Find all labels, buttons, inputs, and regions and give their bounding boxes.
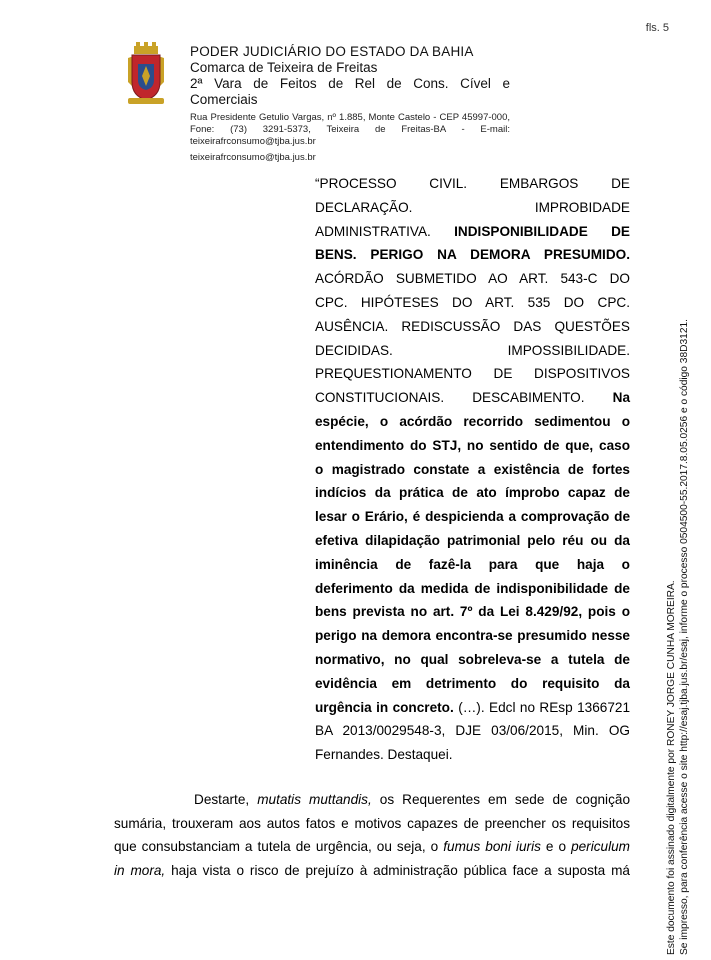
verification-line: Se impresso, para conferência acesse o site http://esaj.tjba.jus.br/esaj, informe o processo 0504500-55.2017.8.05.0256 e o código 38D3121. [679, 319, 690, 955]
paragraph-line [114, 788, 630, 812]
latin-term: mutatis muttandis, [257, 792, 372, 807]
quote-bold-text: urgência in concreto. [315, 699, 454, 715]
quote-line [315, 624, 630, 648]
quote-line [315, 648, 630, 672]
court-name: PODER JUDICIÁRIO DO ESTADO DA BAHIA [190, 44, 474, 59]
quote-bold-text: entendimento do STJ, no sentido de que, caso [315, 437, 630, 453]
quote-line [315, 458, 630, 482]
quote-line: CPC. HIPÓTESES DO ART. 535 DO CPC. [315, 294, 630, 310]
signature-line: Este documento foi assinado digitalmente por RONEY JORGE CUNHA MOREIRA. [666, 580, 677, 955]
quote-line [315, 243, 630, 267]
court-email: teixeirafrconsumo@tjba.jus.br [190, 152, 316, 163]
quote-bold-text: bens prevista no art. 7º da Lei 8.429/92, pois o [315, 604, 630, 620]
quote-line [315, 220, 630, 244]
latin-term: in mora, [114, 862, 166, 878]
court-header [190, 44, 510, 164]
paragraph-line [114, 859, 630, 883]
quote-line [315, 529, 630, 553]
vara-name: 2ª Vara de Feitos de Rel de Cons. Cível e [190, 76, 510, 91]
quote-line: AUSÊNCIA. REDISCUSSÃO DAS QUESTÕES [315, 318, 630, 334]
vara-name-cont: Comerciais [190, 92, 258, 107]
quote-line [315, 481, 630, 505]
court-address: Rua Presidente Getulio Vargas, nº 1.885, Monte Castelo - CEP 45997-000, Fone: (73) 3291-5373, Teixeira de Freitas-BA - E-mail: teixeirafrconsumo@tjba.jus.br [190, 112, 510, 147]
quote-line [315, 696, 630, 720]
quote-line: ACÓRDÃO SUBMETIDO AO ART. 543-C DO [315, 271, 630, 287]
quote-line [315, 600, 630, 624]
quote-line [315, 386, 630, 410]
paragraph-line: sumária, trouxeram aos autos fatos e motivos capazes de preencher os requisitos [114, 815, 630, 831]
quote-line: “PROCESSO CIVIL. EMBARGOS DE [315, 176, 630, 191]
quote-line [315, 410, 630, 434]
quote-line: BA 2013/0029548-3, DJE 03/06/2015, Min. OG [315, 723, 630, 739]
quote-bold-text: lesar o Erário, é despicienda a comprovação de [315, 509, 630, 525]
quote-bold-text: iminência de fazê-la para que haja o [315, 556, 630, 572]
paragraph-text: haja vista o risco de prejuízo à administração pública face a suposta má [171, 862, 630, 878]
quote-bold-text: INDISPONIBILIDADE DE [454, 223, 630, 239]
paragraph-line [114, 835, 630, 859]
quote-text: CONSTITUCIONAIS. DESCABIMENTO. [315, 390, 585, 406]
quote-text: (…). Edcl no REsp 1366721 [458, 699, 630, 715]
quote-bold-text: efetiva dilapidação patrimonial pelo réu ou da [315, 532, 630, 548]
paragraph-text: os Requerentes em sede de cognição [379, 792, 630, 807]
quote-bold-text: evidência em detrimento do requisito da [315, 675, 630, 691]
digital-signature-stamp [665, 295, 691, 955]
page-number: fls. 5 [645, 22, 669, 34]
quote-line [315, 672, 630, 696]
quote-bold-text: indícios da prática de ato ímprobo capaz de [315, 485, 630, 501]
coat-of-arms-icon [126, 42, 166, 106]
quote-line: DECIDIDAS. IMPOSSIBILIDADE. [315, 342, 630, 358]
quote-bold-text: o magistrado constate a existência de fortes [315, 461, 630, 477]
quote-line: Fernandes. Destaquei. [315, 747, 453, 763]
paragraph-text: Destarte, [194, 792, 250, 807]
quote-bold-text: Na [612, 390, 631, 406]
quote-line [315, 577, 630, 601]
paragraph-text: e o [545, 839, 567, 855]
latin-term: fumus boni iuris [443, 839, 541, 855]
jurisprudence-quote [315, 172, 630, 767]
quote-line [315, 434, 630, 458]
decision-paragraph [114, 788, 630, 882]
quote-line [315, 505, 630, 529]
quote-bold-text: perigo na demora encontra-se presumido nesse [315, 628, 630, 644]
comarca-name: Comarca de Teixeira de Freitas [190, 60, 378, 75]
quote-line [315, 553, 630, 577]
quote-line: PREQUESTIONAMENTO DE DISPOSITIVOS [315, 366, 630, 382]
quote-text: ADMINISTRATIVA. [315, 223, 431, 239]
quote-bold-text: espécie, o acórdão recorrido sedimentou o [315, 413, 630, 429]
latin-term: periculum [571, 839, 630, 855]
paragraph-text: que consubstanciam a tutela de urgência, ou seja, o [114, 839, 439, 855]
quote-bold-text: deferimento da medida de indisponibilidade de [315, 580, 630, 596]
quote-bold-text: BENS. PERIGO NA DEMORA PRESUMIDO. [315, 247, 630, 263]
quote-line: DECLARAÇÃO. IMPROBIDADE [315, 199, 630, 215]
quote-bold-text: normativo, no qual sobreleva-se a tutela de [315, 651, 630, 667]
